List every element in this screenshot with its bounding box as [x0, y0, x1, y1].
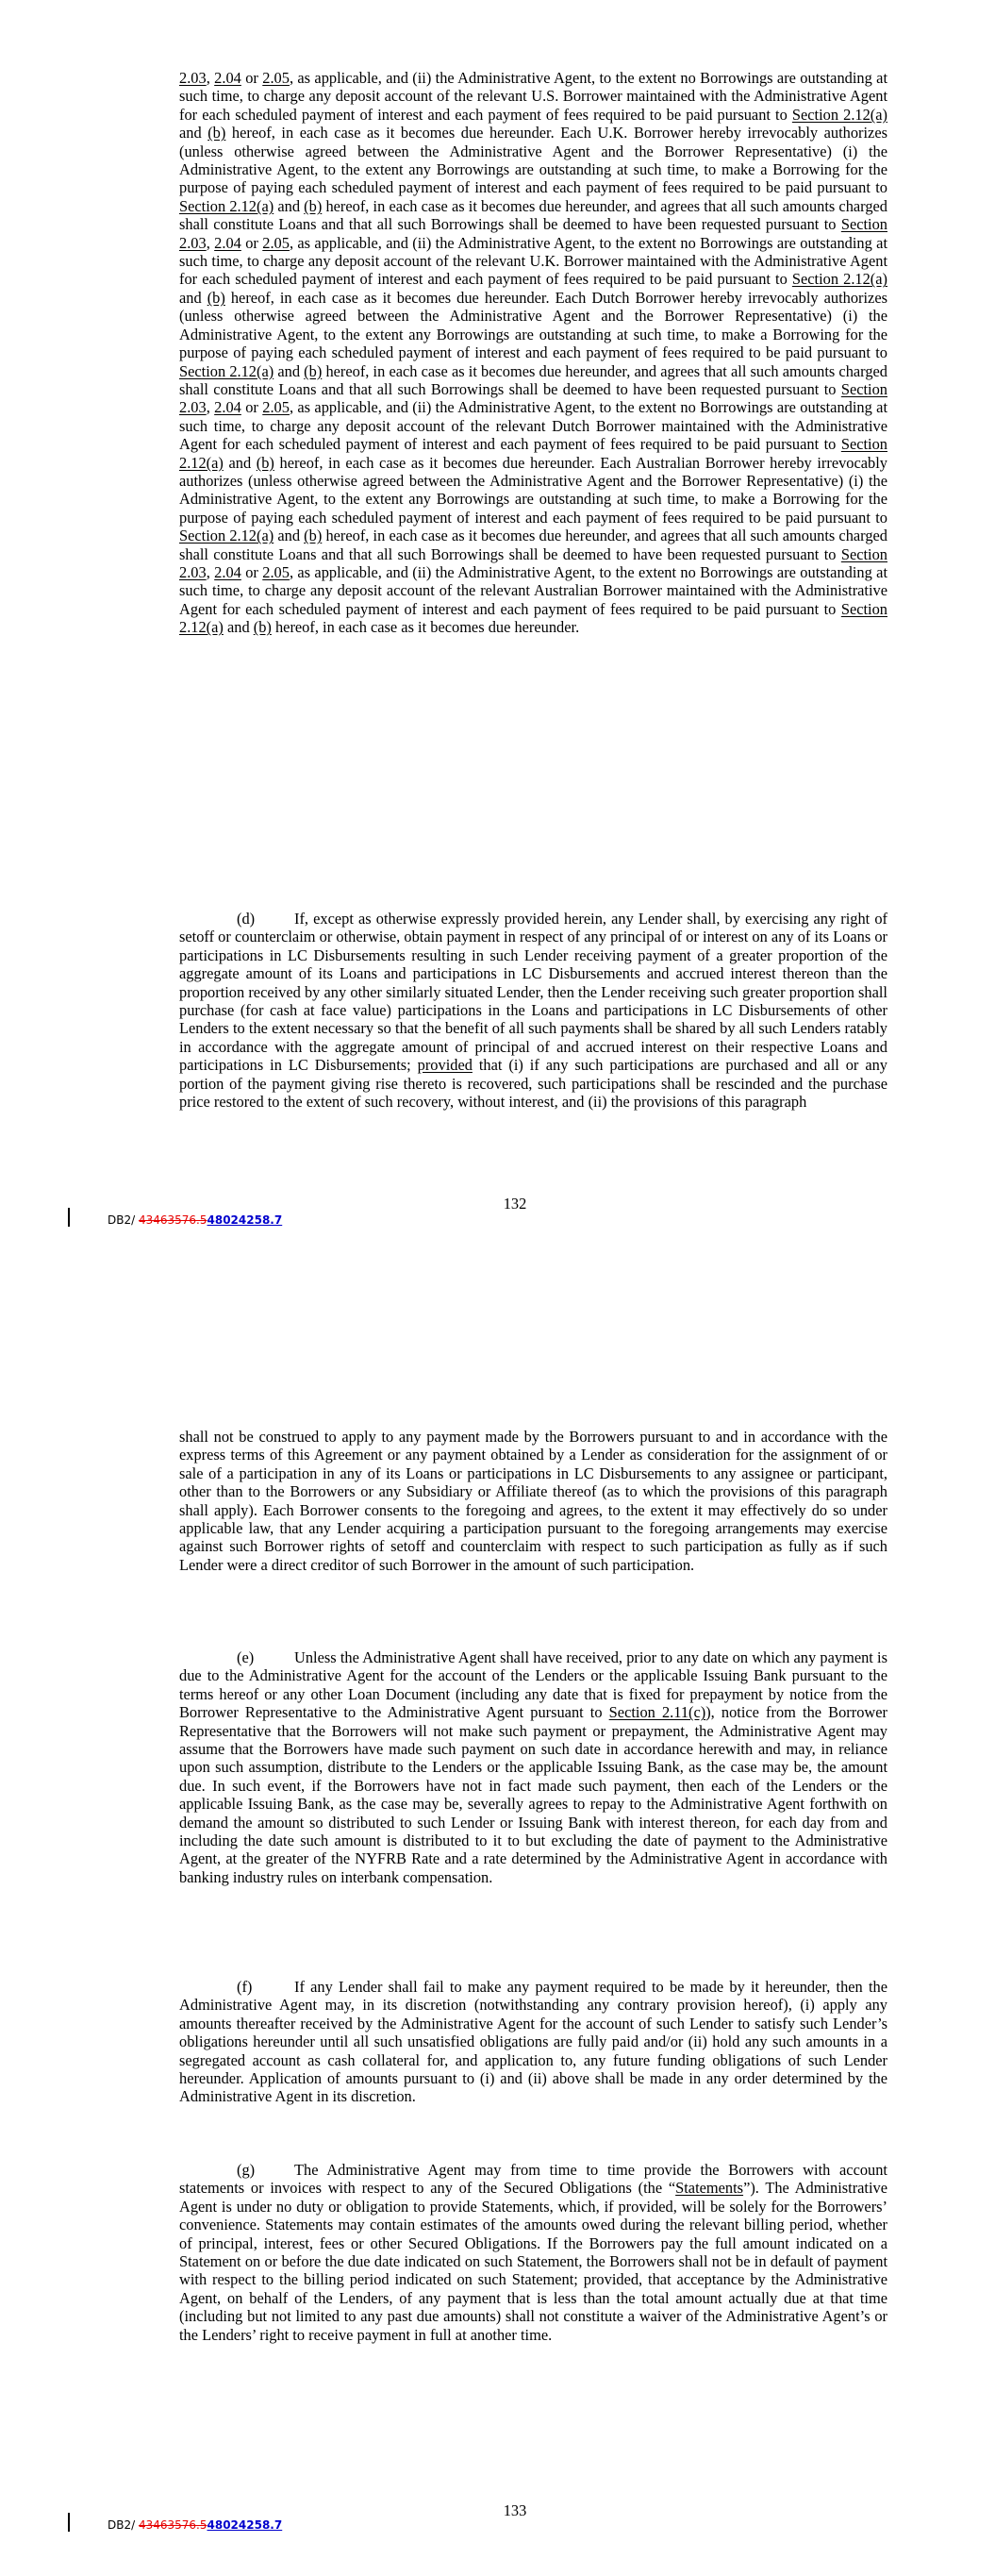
- change-bar: [68, 2513, 70, 2532]
- change-bar: [68, 1208, 70, 1227]
- clause-label-d: (d): [237, 910, 256, 928]
- page1-paragraph-c-continued: 2.03, 2.04 or 2.05, as applicable, and (ii) the Administrative Agent, to the extent no Borrowings are outstanding at such time, to charge any deposit account of the relevant U.S. Borrower maintained with the Administrative Agent for each scheduled payment of interest and each payment of fees required to be paid pursuant to Section 2.12(a) and (b) hereof, in each case as it becomes due hereunder. Each U.K. Borrower hereby irrevocably authorizes (unless otherwise agreed between the Administrative Agent and the Borrower Representative) (i) the Administrative Agent, to the extent any Borrowings are outstanding at such time, to make a Borrowing for the purpose of paying each scheduled payment of interest and each payment of fees required to be paid pursuant to Section 2.12(a) and (b) hereof, in each case as it becomes due hereunder, and agrees that all such amounts charged shall constitute Loans and that all such Borrowings shall be deemed to have been requested pursuant to Section 2.03, 2.04 or 2.05, as applicable, and (ii) the Administrative Agent, to the extent no Borrowings are outstanding at such time, to charge any deposit account of the relevant U.K. Borrower maintained with the Administrative Agent for each scheduled payment of interest and each payment of fees required to be paid pursuant to Section 2.12(a) and (b) hereof, in each case as it becomes due hereunder. Each Dutch Borrower hereby irrevocably authorizes (unless otherwise agreed between the Administrative Agent and the Borrower Representative) (i) the Administrative Agent, to the extent any Borrowings are outstanding at such time, to make a Borrowing for the purpose of paying each scheduled payment of interest and each payment of fees required to be paid pursuant to Section 2.12(a) and (b) hereof, in each case as it becomes due hereunder, and agrees that all such amounts charged shall constitute Loans and that all such Borrowings shall be deemed to have been requested pursuant to Section 2.03, 2.04 or 2.05, as applicable, and (ii) the Administrative Agent, to the extent no Borrowings are outstanding at such time, to charge any deposit account of the relevant Dutch Borrower maintained with the Administrative Agent for each scheduled payment of interest and each payment of fees required to be paid pursuant to Section 2.12(a) and (b) hereof, in each case as it becomes due hereunder. Each Australian Borrower hereby irrevocably authorizes (unless otherwise agreed between the Administrative Agent and the Borrower Representative) (i) the Administrative Agent, to the extent any Borrowings are outstanding at such time, to make a Borrowing for the purpose of paying each scheduled payment of interest and each payment of fees required to be paid pursuant to Section 2.12(a) and (b) hereof, in each case as it becomes due hereunder, and agrees that all such amounts charged shall constitute Loans and that all such Borrowings shall be deemed to have been requested pursuant to Section 2.03, 2.04 or 2.05, as applicable, and (ii) the Administrative Agent, to the extent no Borrowings are outstanding at such time, to charge any deposit account of the relevant Australian Borrower maintained with the Administrative Agent for each scheduled payment of interest and each payment of fees required to be paid pursuant to Section 2.12(a) and (b) hereof, in each case as it becomes due hereunder.: [179, 69, 887, 637]
- document-footer-id: DB2/ 43463576.548024258.7: [108, 2518, 283, 2532]
- page2-paragraph-d-continued: shall not be construed to apply to any payment made by the Borrowers pursuant to and in accordance with the express terms of this Agreement or any payment obtained by a Lender as consideration for the assignment of or sale of a participation in any of its Loans or participations in LC Disbursements to any assignee or participant, other than to the Borrowers or any Subsidiary or Affiliate thereof (as to which the provisions of this paragraph shall apply). Each Borrower consents to the foregoing and agrees, to the extent it may effectively do so under applicable law, that any Lender acquiring a participation pursuant to the foregoing arrangements may exercise against such Borrower rights of setoff and counterclaim with respect to such participation as fully as if such Lender were a direct creditor of such Borrower in the amount of such participation.: [179, 1428, 887, 1574]
- clause-label-g: (g): [237, 2161, 256, 2179]
- page2-paragraph-g: (g) The Administrative Agent may from time to time provide the Borrowers with account statements or invoices with respect to any of the Secured Obligations (the “Statements”). The Administrative Agent is under no duty or obligation to provide Statements, which, if provided, will be solely for the Borrowers’ convenience. Statements may contain estimates of the amounts owed during the relevant billing period, whether of principal, interest, fees or other Secured Obligations. If the Borrowers pay the full amount indicated on a Statement on or before the due date indicated on such Statement, the Borrowers shall not be in default of payment with respect to the billing period indicated on such Statement; provided, that acceptance by the Administrative Agent, on behalf of the Lenders, of any payment that is less than the total amount actually due at that time (including but not limited to any past due amounts) shall not constitute a waiver of the Administrative Agent’s or the Lenders’ right to receive payment in full at another time.: [179, 2161, 887, 2344]
- document-footer-id: DB2/ 43463576.548024258.7: [108, 1213, 283, 1227]
- page2-paragraph-e: (e) Unless the Administrative Agent shall have received, prior to any date on which any payment is due to the Administrative Agent for the account of the Lenders or the applicable Issuing Bank pursuant to the terms hereof or any other Loan Document (including any date that is fixed for prepayment by notice from the Borrower Representative to the Administrative Agent pursuant to Section 2.11(c)), notice from the Borrower Representative that the Borrowers will not make such payment or prepayment, the Administrative Agent may assume that the Borrowers have made such payment on such date in accordance herewith and may, in reliance upon such assumption, distribute to the Lenders or the applicable Issuing Bank, as the case may be, the amount due. In such event, if the Borrowers have not in fact made such payment, then each of the Lenders or the applicable Issuing Bank, as the case may be, severally agrees to repay to the Administrative Agent forthwith on demand the amount so distributed to such Lender or Issuing Bank with interest thereon, for each day from and including the date such amount is distributed to it to but excluding the date of payment to the Administrative Agent, at the greater of the NYFRB Rate and a rate determined by the Administrative Agent in accordance with banking industry rules on interbank compensation.: [179, 1648, 887, 1886]
- page-number-133: 133: [503, 2501, 527, 2519]
- page-number-132: 132: [503, 1195, 527, 1213]
- clause-label-f: (f): [237, 1978, 253, 1996]
- clause-label-e: (e): [237, 1648, 255, 1666]
- page1-paragraph-d: (d) If, except as otherwise expressly provided herein, any Lender shall, by exercising any right of setoff or counterclaim or otherwise, obtain payment in respect of any principal of or interest on any of its Loans or participations in LC Disbursements resulting in such Lender receiving payment of a greater proportion of the aggregate amount of its Loans and participations in LC Disbursements and accrued interest thereon than the proportion received by any other similarly situated Lender, then the Lender receiving such greater proportion shall purchase (for cash at face value) participations in the Loans and participations in LC Disbursements of other Lenders to the extent necessary so that the benefit of all such payments shall be shared by all such Lenders ratably in accordance with the aggregate amount of principal of and accrued interest on their respective Loans and participations in LC Disbursements; provided that (i) if any such participations are purchased and all or any portion of the payment giving rise thereto is recovered, such participations shall be rescinded and the purchase price restored to the extent of such recovery, without interest, and (ii) the provisions of this paragraph: [179, 910, 887, 1112]
- page2-paragraph-f: (f) If any Lender shall fail to make any payment required to be made by it hereunder, then the Administrative Agent may, in its discretion (notwithstanding any contrary provision hereof), (i) apply any amounts thereafter received by the Administrative Agent for the account of such Lender to satisfy such Lender’s obligations hereunder until all such unsatisfied obligations are fully paid and/or (ii) hold any such amounts in a segregated account as cash collateral for, and application to, any future funding obligations of such Lender hereunder. Application of amounts pursuant to (i) and (ii) above shall be made in any order determined by the Administrative Agent in its discretion.: [179, 1978, 887, 2106]
